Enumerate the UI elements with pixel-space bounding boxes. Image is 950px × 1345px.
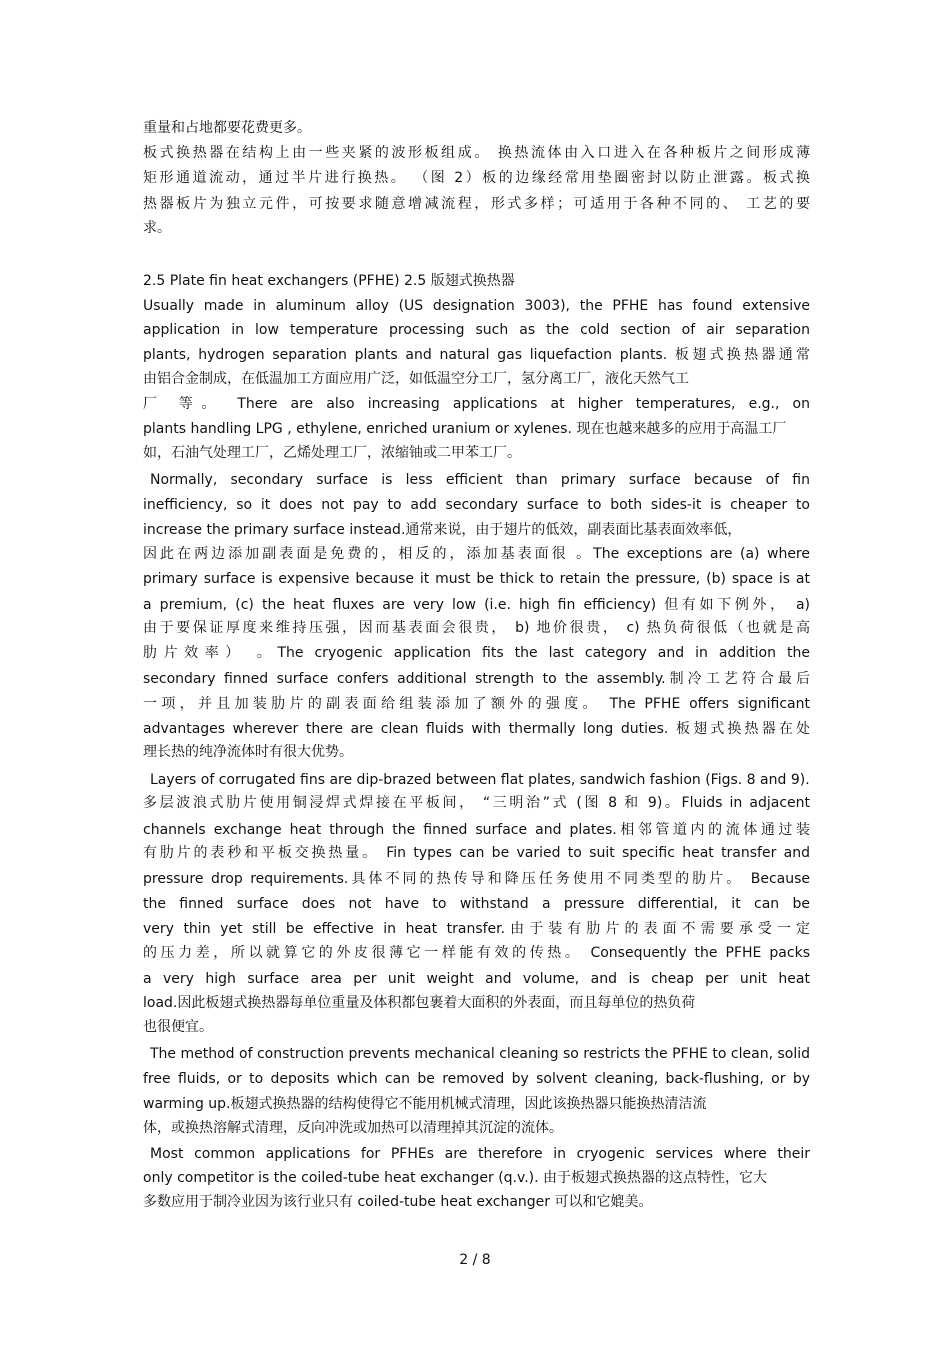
- text-line: inefficiency, so it does not pay to add secondary surface to both sides-it is cheaper to: [143, 497, 810, 513]
- text-line: free fluids, or to deposits which can be removed by solvent cleaning, back-flushing, or by: [143, 1071, 810, 1087]
- text-line: application in low temperature processing such as the cold section of air separation: [143, 322, 810, 338]
- section-heading: 2.5 Plate fin heat exchangers (PFHE) 2.5 版翅式换热器: [143, 273, 515, 289]
- text-line: 一项，并且加装肋片的副表面给组装添加了额外的强度。 The PFHE offers significant: [143, 696, 810, 712]
- text-line: 由铝合金制成，在低温加工方面应用广泛，如低温空分工厂，氢分离工厂，液化天然气工: [143, 371, 689, 387]
- text-line: 矩形通道流动，通过半片进行换热。 （图 2）板的边缘经常用垫圈密封以防止泄露。板式换: [143, 170, 810, 186]
- text-line: load.因此板翅式换热器每单位重量及体积都包裹着大面积的外表面，而且每单位的热负荷: [143, 995, 696, 1011]
- text-line: plants, hydrogen separation plants and natural gas liquefaction plants. 板翅式换热器通常: [143, 347, 810, 363]
- text-line: 多数应用于制冷业因为该行业只有 coiled-tube heat exchanger 可以和它媲美。: [143, 1194, 653, 1210]
- text-line: 多层波浪式肋片使用铜浸焊式焊接在平板间， “三明治”式 (图 8 和 9)。Fluids in adjacent: [143, 795, 810, 811]
- text-line: Usually made in aluminum alloy (US designation 3003), the PFHE has found extensive: [143, 298, 810, 314]
- text-line: 求。: [143, 220, 171, 236]
- text-line: 的压力差，所以就算它的外皮很薄它一样能有效的传热。 Consequently the PFHE packs: [143, 945, 810, 961]
- text-line: plants handling LPG , ethylene, enriched uranium or xylenes. 现在也越来越多的应用于高温工厂: [143, 421, 787, 437]
- text-line: 热器板片为独立元件，可按要求随意增减流程，形式多样；可适用于各种不同的、 工艺的要: [143, 196, 810, 212]
- text-line: channels exchange heat through the finned surface and plates.相邻管道内的流体通过装: [143, 822, 810, 838]
- text-line: very thin yet still be effective in heat transfer.由于装有肋片的表面不需要承受一定: [143, 921, 810, 937]
- text-line: 由于要保证厚度来维持压强，因而基表面会很贵， b) 地价很贵， c) 热负荷很低（也就是高: [143, 620, 810, 636]
- text-line: the finned surface does not have to withstand a pressure differential, it can be: [143, 896, 810, 912]
- text-line: a very high surface area per unit weight and volume, and is cheap per unit heat: [143, 971, 810, 987]
- text-line: primary surface is expensive because it must be thick to retain the pressure, (b) space is at: [143, 571, 810, 587]
- text-line: 板式换热器在结构上由一些夹紧的波形板组成。 换热流体由入口进入在各种板片之间形成薄: [143, 145, 810, 161]
- text-line: pressure drop requirements.具体不同的热传导和降压任务使用不同类型的肋片。 Because: [143, 871, 810, 887]
- text-line: Layers of corrugated fins are dip-brazed between flat plates, sandwich fashion (Figs. 8 and 9).: [150, 772, 810, 788]
- text-line: 有肋片的表秒和平板交换热量。 Fin types can be varied to suit specific heat transfer and: [143, 845, 810, 861]
- text-line: advantages wherever there are clean fluids with thermally long duties. 板翅式换热器在处: [143, 721, 810, 737]
- text-line: 也很便宜。: [143, 1019, 213, 1035]
- text-line: 理长热的纯净流体时有很大优势。: [143, 744, 353, 760]
- text-line: a premium, (c) the heat fluxes are very low (i.e. high fin efficiency) 但有如下例外， a): [143, 597, 810, 613]
- text-line: 因此在两边添加副表面是免费的，相反的，添加基表面很 。The exceptions are (a) where: [143, 546, 810, 562]
- text-line: only competitor is the coiled-tube heat exchanger (q.v.). 由于板翅式换热器的这点特性，它大: [143, 1170, 768, 1186]
- text-line: 重量和占地都要花费更多。: [143, 120, 311, 136]
- text-line: 肋片效率） 。The cryogenic application fits the last category and in addition the: [143, 645, 810, 661]
- text-line: Most common applications for PFHEs are therefore in cryogenic services where their: [150, 1146, 810, 1162]
- text-line: The method of construction prevents mechanical cleaning so restricts the PFHE to clean, solid: [150, 1046, 810, 1062]
- page-number: 2 / 8: [459, 1252, 491, 1268]
- text-line: 厂 等。 There are also increasing applications at higher temperatures, e.g., on: [143, 396, 810, 412]
- text-line: Normally, secondary surface is less efficient than primary surface because of fin: [150, 472, 810, 488]
- text-line: increase the primary surface instead.通常来说，由于翅片的低效，副表面比基表面效率低，: [143, 522, 742, 538]
- text-line: secondary finned surface confers additional strength to the assembly.制冷工艺符合最后: [143, 671, 810, 687]
- text-line: 体，或换热溶解式清理，反向冲洗或加热可以清理掉其沉淀的流体。: [143, 1120, 563, 1136]
- text-line: warming up.板翅式换热器的结构使得它不能用机械式清理，因此该换热器只能换热清洁流: [143, 1096, 707, 1112]
- text-line: 如，石油气处理工厂，乙烯处理工厂，浓缩铀或二甲苯工厂。: [143, 445, 521, 461]
